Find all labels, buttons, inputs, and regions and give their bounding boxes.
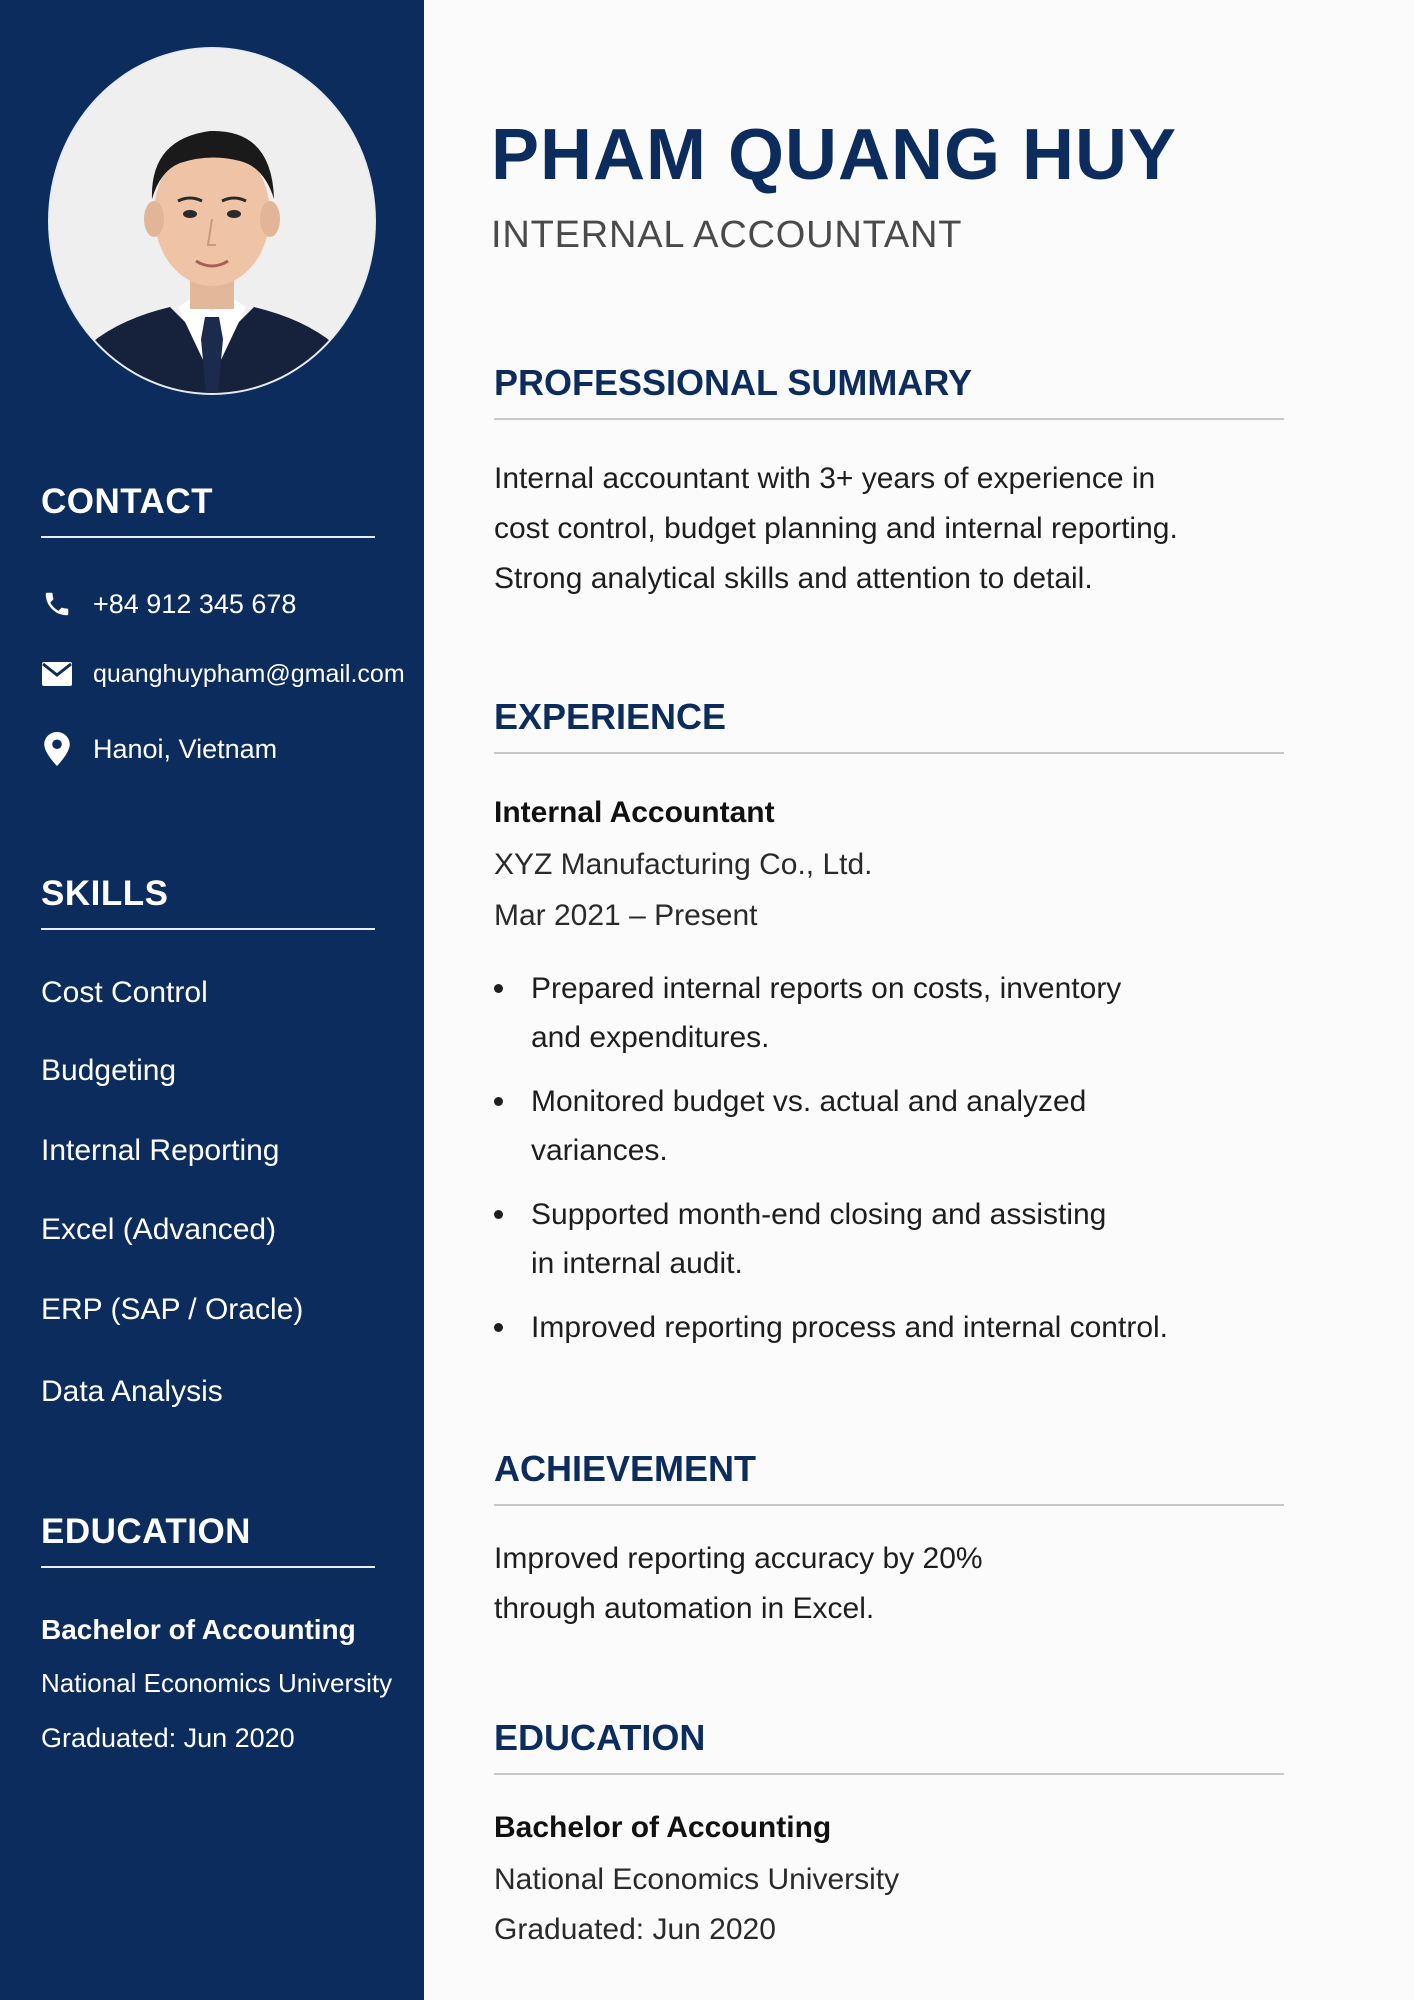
phone-icon [41, 588, 73, 620]
skill-item: Data Analysis [41, 1375, 223, 1408]
location-text: Hanoi, Vietnam [93, 733, 278, 764]
education-graduated: Graduated: Jun 2020 [494, 1913, 776, 1946]
bullet-dot [494, 1210, 503, 1219]
bullet-dot [494, 984, 503, 993]
location-pin-icon [41, 733, 73, 765]
contact-location [41, 729, 277, 769]
candidate-name: PHAM QUANG HUY [491, 115, 1178, 195]
sidebar-education-heading: EDUCATION [41, 1512, 375, 1568]
bullet-dot [494, 1097, 503, 1106]
summary-text [494, 454, 1178, 604]
education-heading: EDUCATION [494, 1717, 1284, 1775]
achievement-line: through automation in Excel. [494, 1592, 875, 1625]
summary-line: cost control, budget planning and internal reporting. [494, 512, 1178, 545]
skill-item: ERP (SAP / Oracle) [41, 1293, 304, 1326]
email-text: quanghuypham@gmail.com [93, 659, 405, 688]
contact-email[interactable] [41, 654, 405, 694]
achievement-text [494, 1534, 983, 1634]
phone-text: +84 912 345 678 [93, 588, 297, 619]
bullet-dot [494, 1323, 503, 1332]
education-school: National Economics University [494, 1863, 900, 1896]
skill-item: Cost Control [41, 976, 208, 1009]
job-title: Internal Accountant [494, 796, 775, 829]
bullet-text: Prepared internal reports on costs, inventory and expenditures. [531, 972, 1122, 1054]
skill-item: Budgeting [41, 1054, 177, 1087]
summary-line: Strong analytical skills and attention to detail. [494, 562, 1093, 595]
profile-photo [50, 49, 374, 393]
sidebar-degree: Bachelor of Accounting [41, 1614, 356, 1645]
skill-item: Internal Reporting [41, 1134, 280, 1167]
bullet-text: Supported month-end closing and assisting in internal audit. [531, 1198, 1107, 1280]
candidate-role: INTERNAL ACCOUNTANT [491, 214, 963, 256]
summary-heading: PROFESSIONAL SUMMARY [494, 362, 1284, 420]
sidebar [0, 0, 424, 2000]
job-period: Mar 2021 – Present [494, 899, 758, 932]
experience-heading: EXPERIENCE [494, 696, 1284, 754]
achievement-line: Improved reporting accuracy by 20% [494, 1542, 983, 1575]
contact-phone[interactable] [41, 584, 296, 624]
education-degree: Bachelor of Accounting [494, 1811, 832, 1844]
summary-line: Internal accountant with 3+ years of experience in [494, 462, 1156, 495]
sidebar-school: National Economics University [41, 1668, 393, 1698]
sidebar-education-block [41, 1614, 392, 1754]
achievement-heading: ACHIEVEMENT [494, 1448, 1284, 1506]
sidebar-graduated: Graduated: Jun 2020 [41, 1723, 295, 1753]
mail-icon [41, 658, 73, 690]
bullet-text: Monitored budget vs. actual and analyzed variances. [531, 1085, 1087, 1167]
skill-item: Excel (Advanced) [41, 1213, 277, 1246]
bullet-text: Improved reporting process and internal control. [531, 1311, 1169, 1344]
skills-heading: SKILLS [41, 874, 375, 930]
job-company: XYZ Manufacturing Co., Ltd. [494, 848, 873, 881]
contact-heading: CONTACT [41, 482, 375, 538]
